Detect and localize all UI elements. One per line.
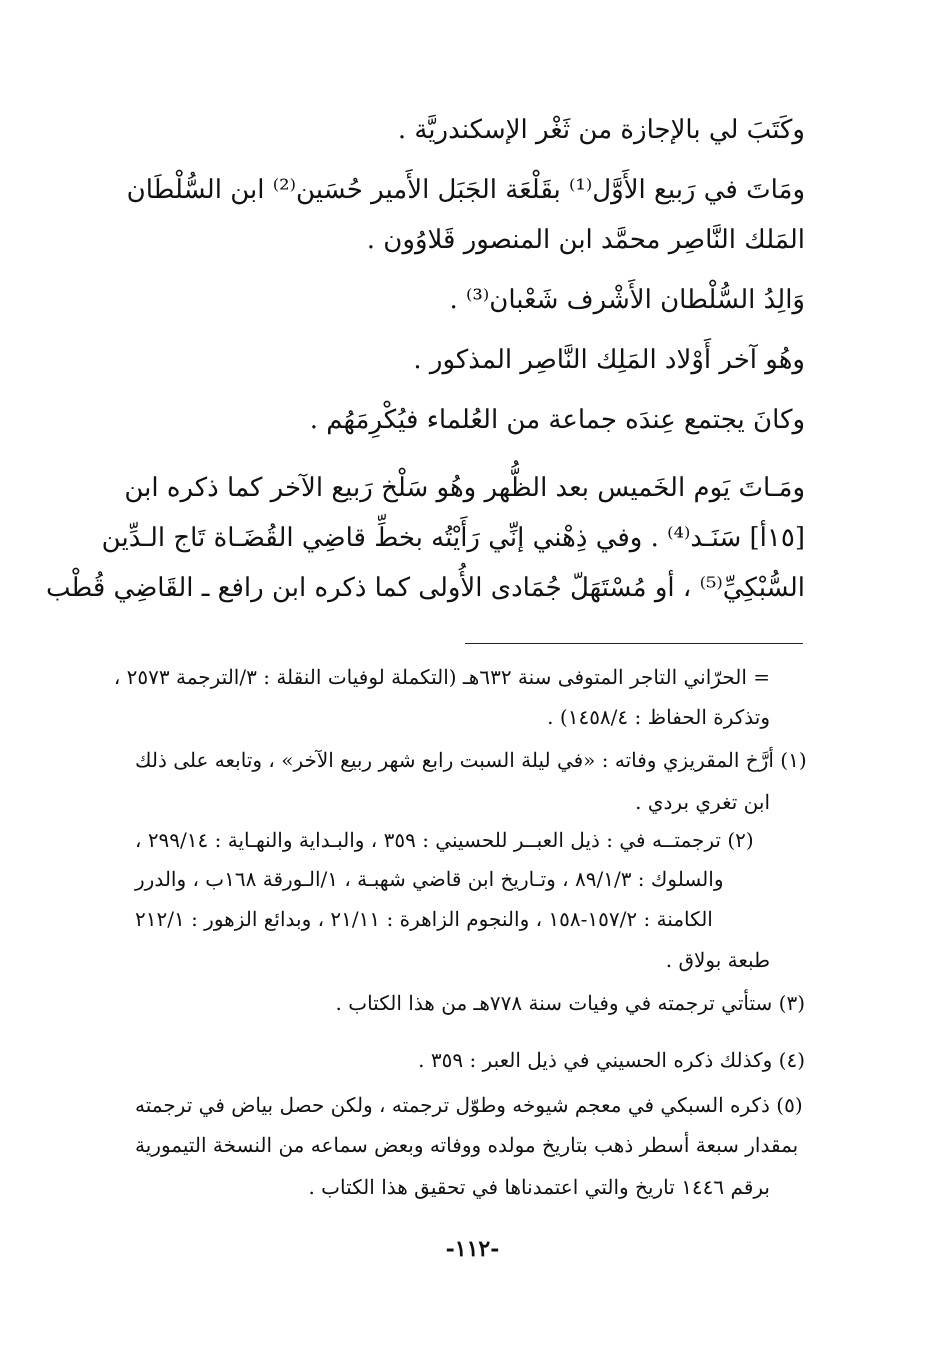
footnote-line: طبعة بولاق . bbox=[665, 948, 770, 972]
footnote-line: (٥) ذكره السبكي في معجم شيوخه وطوّل ترجمته ، ولكن حصل بياض في ترجمته bbox=[135, 1093, 803, 1117]
footnote-line: برقم ١٤٤٦ تاريخ والتي اعتمدناها في تحقيق هذا الكتاب . bbox=[308, 1175, 770, 1199]
footnote-line: ابن تغري بردي . bbox=[635, 790, 770, 814]
body-line-4: وَالِدُ السُّلْطان الأَشْرف شَعْبان⁽³⁾ . bbox=[449, 285, 805, 315]
footnote-line: بمقدار سبعة أسطر ذهب بتاريخ مولده ووفاته وبعض سماعه من النسخة التيمورية bbox=[135, 1133, 799, 1157]
footnote-line: (٣) ستأتي ترجمته في وفيات سنة ٧٧٨هـ من هذا الكتاب . bbox=[335, 991, 805, 1015]
page-number: -١١٢- bbox=[445, 1236, 500, 1262]
footnote-line: الكامنة : ١٥٧/٢-١٥٨ ، والنجوم الزاهرة : ٢١/١١ ، وبدائع الزهور : ٢١٢/١ bbox=[135, 907, 713, 931]
body-line-9: السُّبْكِيِّ⁽⁵⁾ ، أو مُسْتَهَلّ جُمَادى الأُولى كما ذكره ابن رافع ـ القَاضِي قُطْب bbox=[46, 573, 805, 603]
footnote-line: (٢) ترجمتــه في : ذيل العبــر للحسيني : ٣٥٩ ، والبـداية والنهـاية : ٢٩٩/١٤ ، bbox=[135, 828, 754, 852]
footnote-line: (٤) وكذلك ذكره الحسيني في ذيل العبر : ٣٥٩ . bbox=[418, 1048, 805, 1072]
body-line-8: [١٥أ] سَنَـد⁽⁴⁾ . وفي ذِهْني إنِّي رَأَيْتُه بخطِّ قاضِي القُضَـاة تَاج الـدِّين bbox=[101, 523, 805, 553]
body-line-6: وكانَ يجتمع عِندَه جماعة من العُلماء فيُكْرِمَهُم . bbox=[309, 405, 805, 435]
footnote-line: = الحرّاني التاجر المتوفى سنة ٦٣٢هـ (التكملة لوفيات النقلة : ٣/الترجمة ٢٥٧٣ ، bbox=[113, 665, 770, 689]
footnote-line: (١) أرَّخ المقريزي وفاته : «في ليلة السبت رابع شهر ربيع الآخر» ، وتابعه على ذلك bbox=[135, 748, 807, 772]
body-line-2: ومَاتَ في رَبيع الأَوَّل⁽¹⁾ بقَلْعَة الجَبَل الأَمير حُسَين⁽²⁾ ابن السُّلْطَان bbox=[126, 175, 805, 205]
body-line-5: وهُو آخر أَوْلاد المَلِك النَّاصِر المذكور . bbox=[413, 345, 805, 375]
footnote-line: والسلوك : ٨٩/١/٣ ، وتـاريخ ابن قاضي شهبـة ، ١/الـورقة ١٦٨ب ، والدرر bbox=[135, 867, 724, 891]
body-line-3: المَلك النَّاصِر محمَّد ابن المنصور قَلاوُون . bbox=[366, 225, 805, 255]
body-line-1: وكَتَبَ لي بالإجازة من ثَغْر الإسكندريَّة . bbox=[397, 115, 805, 145]
body-line-7: ومَـاتَ يَوم الخَميس بعد الظُّهر وهُو سَلْخ رَبيع الآخر كما ذكره ابن bbox=[124, 473, 805, 503]
footnote-line: وتذكرة الحفاظ : ١٤٥٨/٤) . bbox=[547, 705, 770, 729]
footnote-divider bbox=[465, 643, 803, 644]
